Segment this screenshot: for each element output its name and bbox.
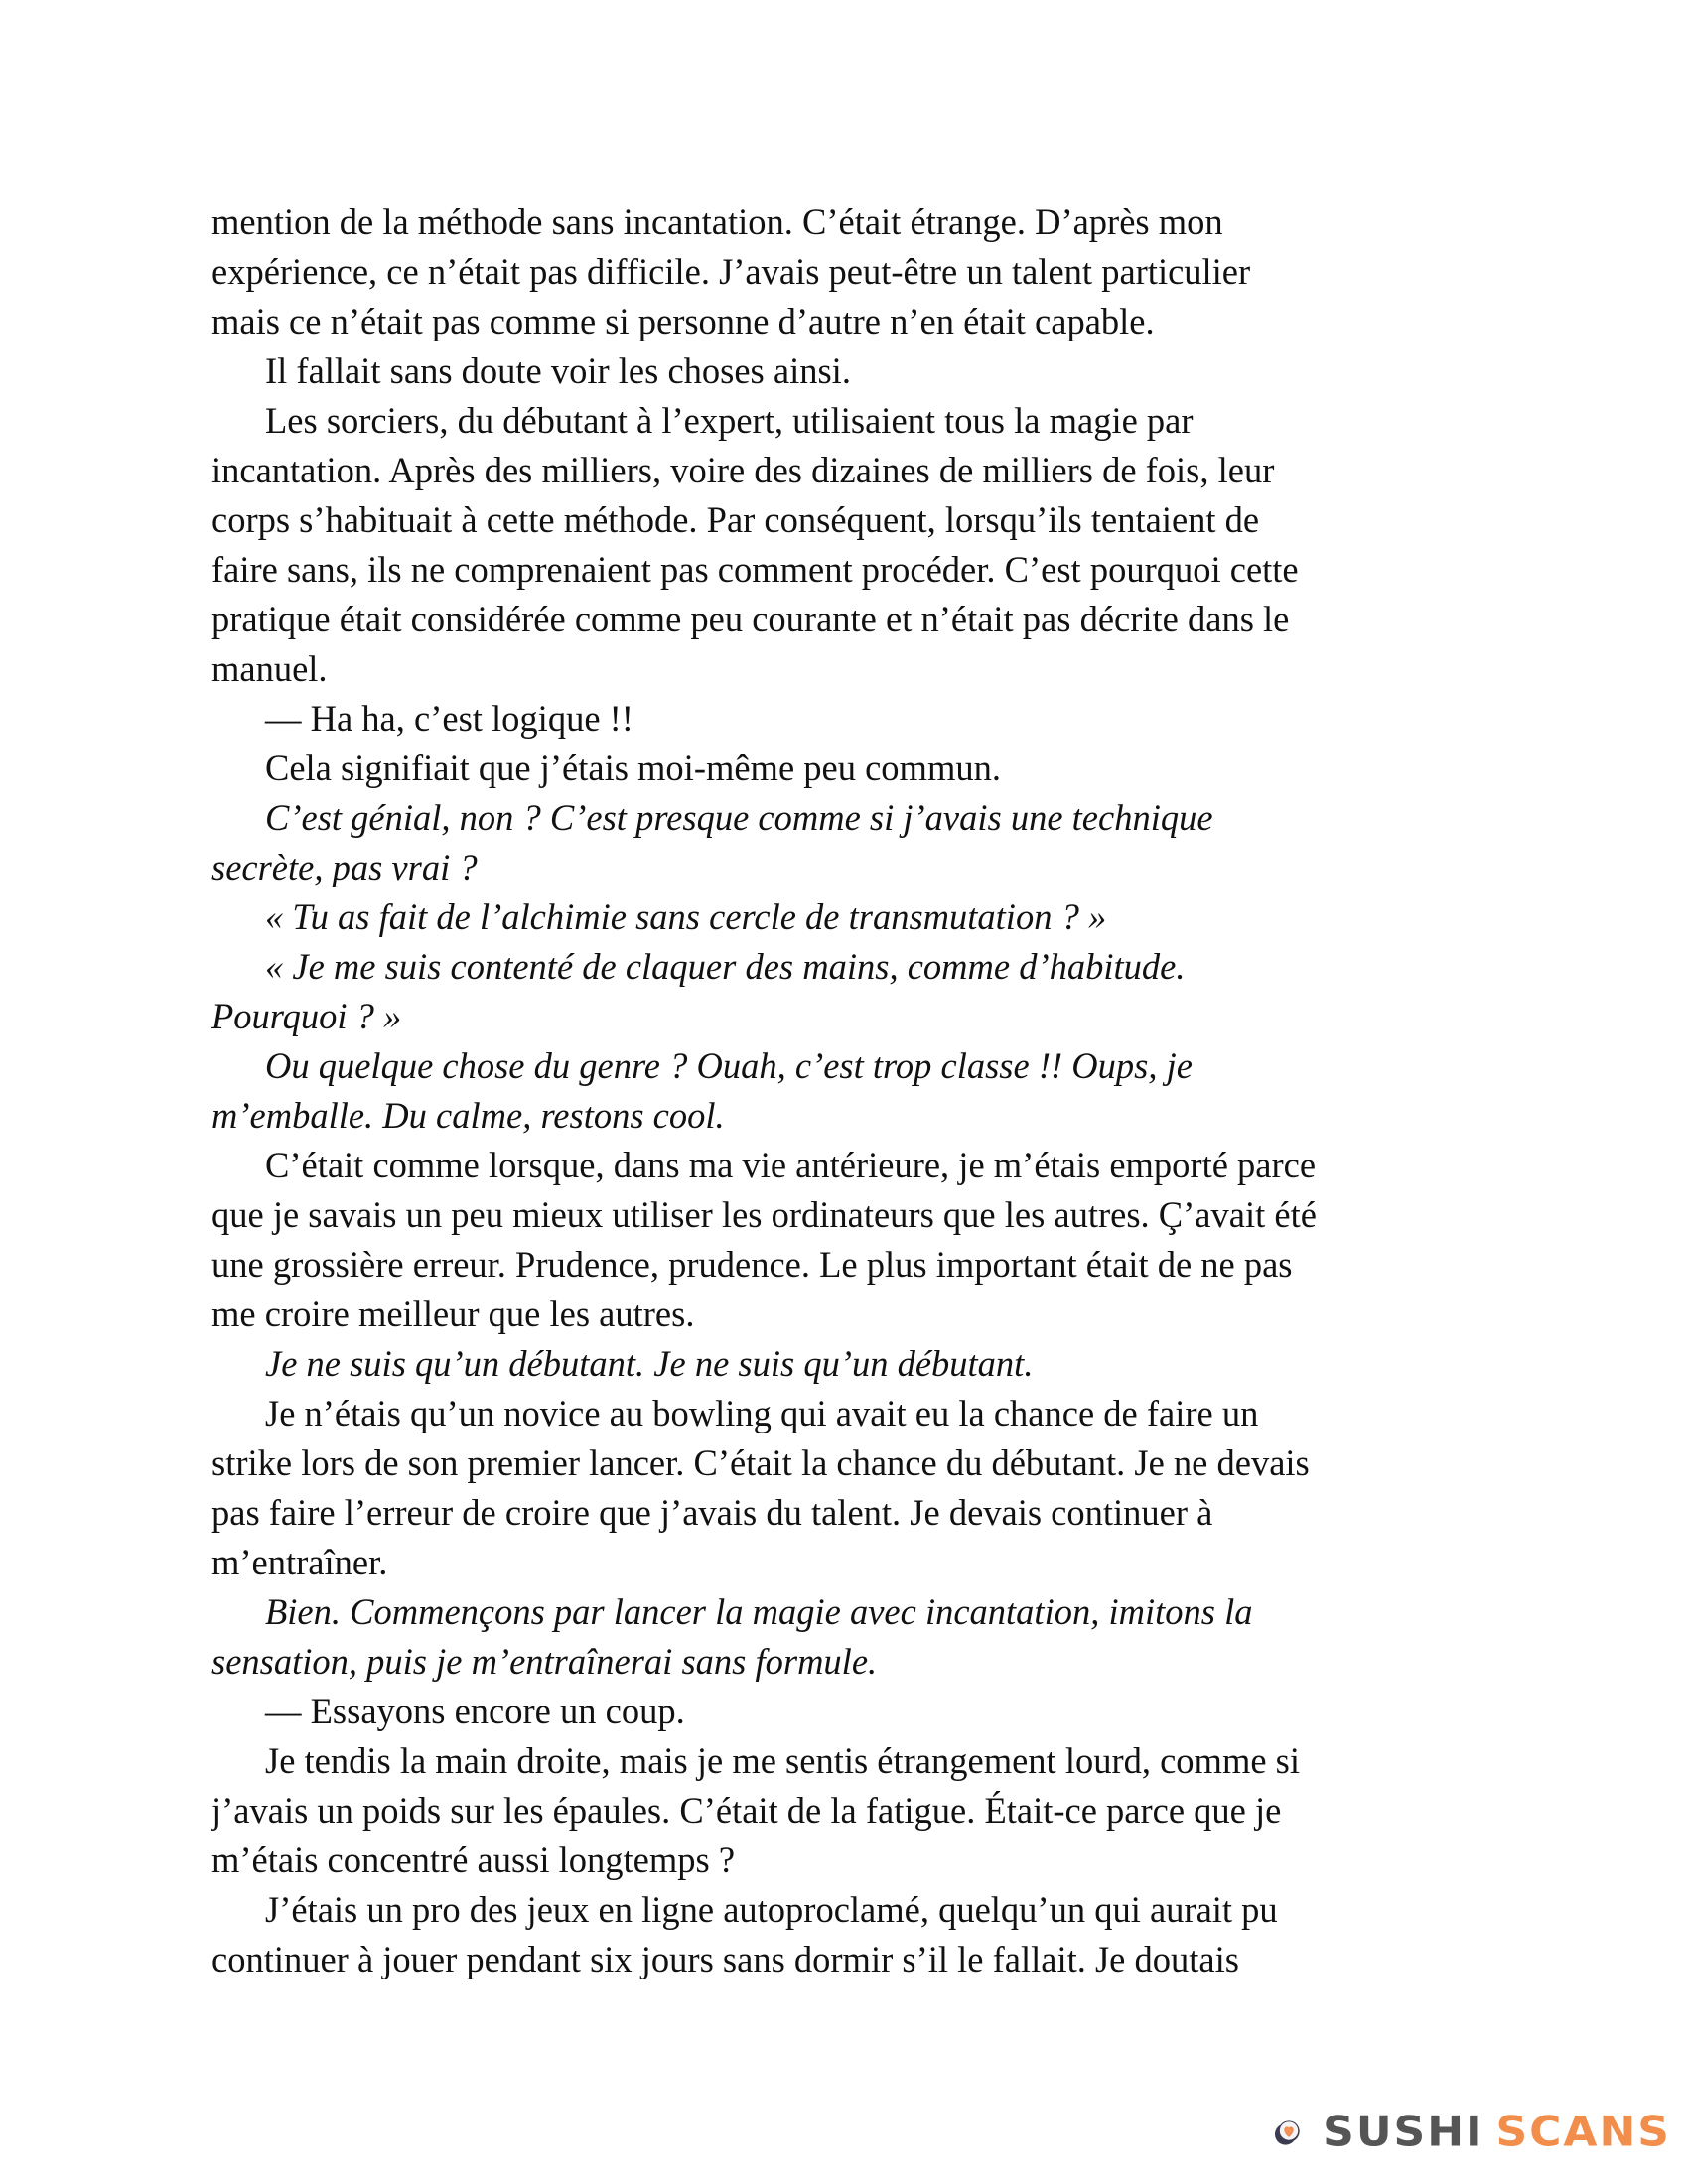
text-line: « Tu as fait de l’alchimie sans cercle de transmutation ? »	[265, 896, 1107, 937]
text-line: pratique était considérée comme peu courante et n’était pas décrite dans le	[211, 599, 1290, 639]
text-line: Les sorciers, du débutant à l’expert, utilisaient tous la magie par	[265, 400, 1194, 441]
text-line: me croire meilleur que les autres.	[211, 1294, 695, 1334]
text-line: sensation, puis je m’entraînerai sans formule.	[211, 1641, 878, 1682]
watermark-text	[1323, 2108, 1671, 2156]
text-line: mention de la méthode sans incantation. C’était étrange. D’après mon	[211, 202, 1223, 242]
text-line: Pourquoi ? »	[211, 996, 402, 1036]
text-line: j’avais un poids sur les épaules. C’était de la fatigue. Était-ce parce que je	[211, 1790, 1282, 1831]
text-line: incantation. Après des milliers, voire des dizaines de milliers de fois, leur	[211, 450, 1275, 490]
text-line: Je n’étais qu’un novice au bowling qui avait eu la chance de faire un	[265, 1393, 1259, 1433]
text-line: J’étais un pro des jeux en ligne autoproclamé, quelqu’un qui aurait pu	[265, 1889, 1278, 1930]
text-line: Je tendis la main droite, mais je me sentis étrangement lourd, comme si	[265, 1740, 1301, 1781]
text-line: Il fallait sans doute voir les choses ainsi.	[265, 350, 851, 391]
text-line: manuel.	[211, 648, 328, 689]
text-line: faire sans, ils ne comprenaient pas comment procéder. C’est pourquoi cette	[211, 549, 1299, 590]
text-line: Bien. Commençons par lancer la magie avec incantation, imitons la	[265, 1591, 1253, 1632]
watermark-logo	[1274, 2103, 1671, 2162]
text-line: m’entraîner.	[211, 1542, 388, 1582]
text-line: — Ha ha, c’est logique !!	[265, 698, 633, 739]
watermark-word-sushi: SUSHI	[1323, 2108, 1484, 2156]
page-body	[211, 198, 1502, 1984]
text-line: corps s’habituait à cette méthode. Par conséquent, lorsqu’ils tentaient de	[211, 499, 1260, 540]
text-line: Cela signifiait que j’étais moi-même peu commun.	[265, 748, 1001, 788]
text-line: — Essayons encore un coup.	[265, 1691, 685, 1731]
text-line: Je ne suis qu’un débutant. Je ne suis qu’un débutant.	[265, 1343, 1034, 1384]
text-line: C’était comme lorsque, dans ma vie antérieure, je m’étais emporté parce	[265, 1145, 1317, 1185]
text-line: C’est génial, non ? C’est presque comme si j’avais une technique	[265, 797, 1213, 838]
text-line: continuer à jouer pendant six jours sans dormir s’il le fallait. Je doutais	[211, 1939, 1239, 1979]
text-line: strike lors de son premier lancer. C’était la chance du débutant. Je ne devais	[211, 1442, 1310, 1483]
text-line: « Je me suis contenté de claquer des mains, comme d’habitude.	[265, 946, 1186, 987]
text-line: que je savais un peu mieux utiliser les ordinateurs que les autres. Ç’avait été	[211, 1194, 1317, 1235]
text-line: pas faire l’erreur de croire que j’avais du talent. Je devais continuer à	[211, 1492, 1213, 1533]
text-line: secrète, pas vrai ?	[211, 847, 478, 887]
text-line: m’étais concentré aussi longtemps ?	[211, 1840, 736, 1880]
watermark-word-scans: SCANS	[1495, 2108, 1671, 2156]
sushi-roll-heart-icon	[1274, 2105, 1301, 2160]
text-line: Ou quelque chose du genre ? Ouah, c’est trop classe !! Oups, je	[265, 1045, 1193, 1086]
text-line: m’emballe. Du calme, restons cool.	[211, 1095, 725, 1136]
text-line: une grossière erreur. Prudence, prudence. Le plus important était de ne pas	[211, 1244, 1293, 1285]
text-line: mais ce n’était pas comme si personne d’autre n’en était capable.	[211, 301, 1155, 341]
text-line: expérience, ce n’était pas difficile. J’avais peut-être un talent particulier	[211, 251, 1251, 292]
